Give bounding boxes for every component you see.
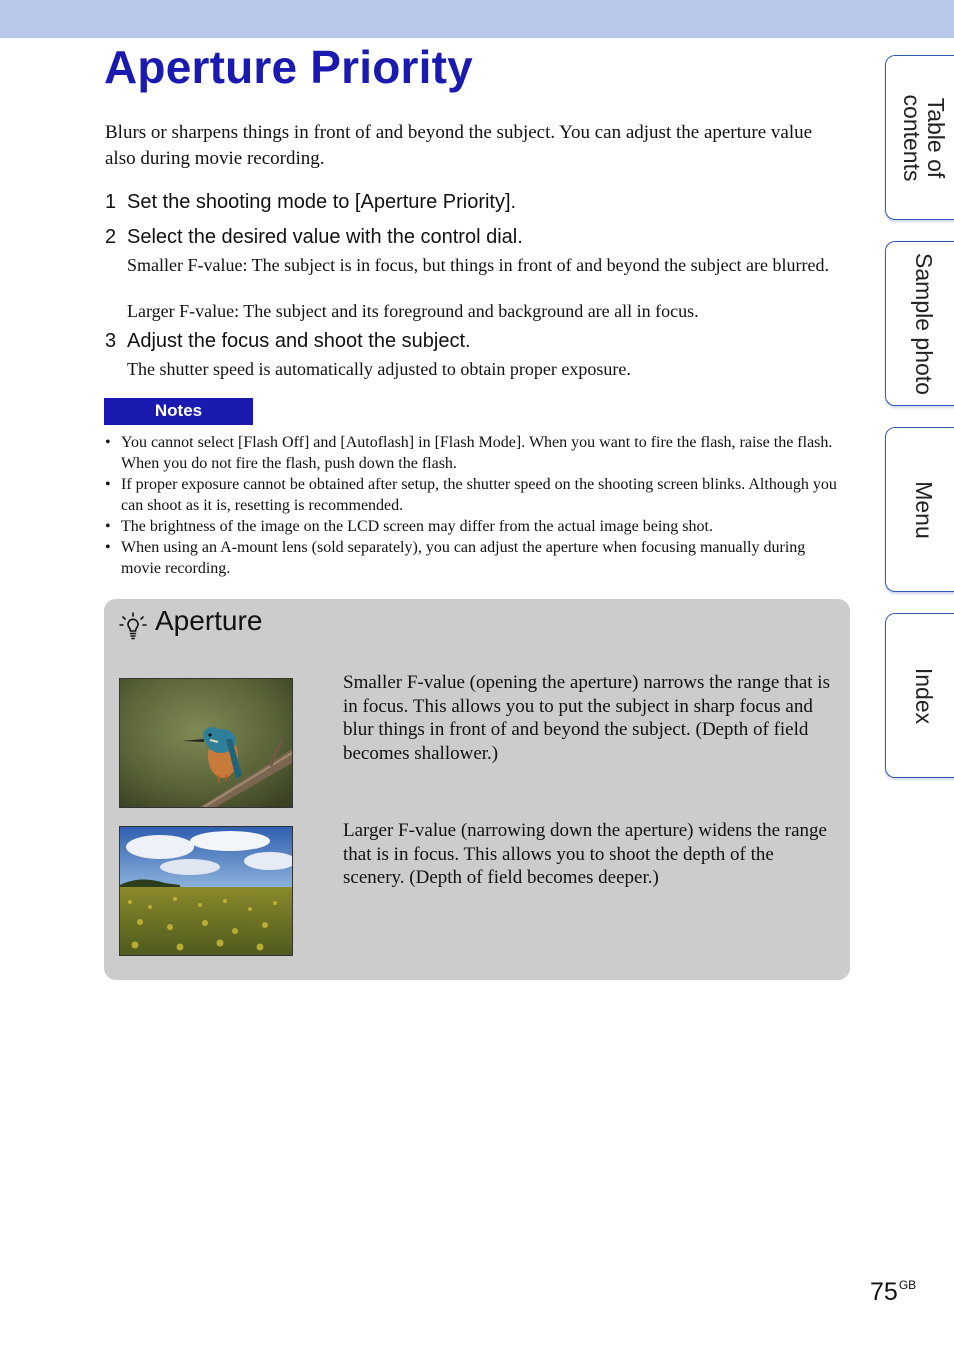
step-text: Set the shooting mode to [Aperture Priority].	[127, 191, 517, 213]
page-number-value: 75	[870, 1278, 898, 1306]
tab-label: Table of contents	[898, 94, 949, 181]
step-2	[105, 224, 523, 250]
step-3	[105, 328, 471, 354]
tab-label: Menu	[910, 480, 937, 539]
note-item: • You cannot select [Flash Off] and [Autoflash] in [Flash Mode]. When you want to fire the flash, raise the flash. When you do not fire the flash, push down the flash.	[104, 432, 849, 474]
page-number-suffix: GB	[898, 1278, 917, 1292]
tab-index[interactable]	[885, 613, 954, 778]
tab-table-of-contents[interactable]	[885, 55, 954, 220]
notes-list	[104, 432, 849, 579]
notes-badge: Notes	[104, 398, 253, 425]
tab-label: Index	[910, 667, 937, 724]
note-item: • If proper exposure cannot be obtained after setup, the shutter speed on the shooting screen blinks. Although you can shoot as it is, resetting is recommended.	[104, 474, 849, 516]
note-item: • The brightness of the image on the LCD screen may differ from the actual image being shot.	[104, 516, 849, 537]
intro-text: Blurs or sharpens things in front of and beyond the subject. You can adjust the aperture value also during movie recording.	[105, 122, 813, 169]
step-3-desc: The shutter speed is automatically adjusted to obtain proper exposure.	[127, 359, 631, 379]
step-2-desc-larger: Larger F-value: The subject and its foreground and background are all in focus.	[127, 301, 699, 321]
step-text: Select the desired value with the control dial.	[127, 226, 523, 248]
step-number: 1	[105, 191, 117, 213]
step-number: 2	[105, 226, 117, 248]
sunflower-field-photo	[119, 826, 293, 956]
tab-label: Sample photo	[910, 252, 937, 395]
kingfisher-photo	[119, 678, 293, 808]
note-item: • When using an A-mount lens (sold separately), you can adjust the aperture when focusing manually during movie recording.	[104, 537, 849, 579]
tip-title: Aperture	[155, 605, 263, 636]
step-text: Adjust the focus and shoot the subject.	[127, 330, 471, 352]
tip-text-larger-f: Larger F-value (narrowing down the aperture) widens the range that is in focus. This allows you to shoot the depth of the scenery. (Depth of field becomes deeper.)	[343, 820, 827, 888]
step-number: 3	[105, 330, 117, 352]
tab-sample-photo[interactable]	[885, 241, 954, 406]
tip-text-smaller-f: Smaller F-value (opening the aperture) narrows the range that is in focus. This allows you to put the subject in sharp focus and blur things in front of and beyond the subject. (Depth of field becomes shallower.)	[343, 672, 830, 764]
lightbulb-icon	[118, 611, 148, 641]
page-number	[870, 1278, 916, 1307]
page-title: Aperture Priority	[104, 41, 473, 93]
tab-menu[interactable]	[885, 427, 954, 592]
step-1	[105, 189, 516, 215]
header-bar	[0, 0, 954, 38]
step-2-desc-smaller: Smaller F-value: The subject is in focus, but things in front of and beyond the subject are blurred.	[127, 255, 830, 275]
aperture-tip-box	[104, 599, 850, 980]
